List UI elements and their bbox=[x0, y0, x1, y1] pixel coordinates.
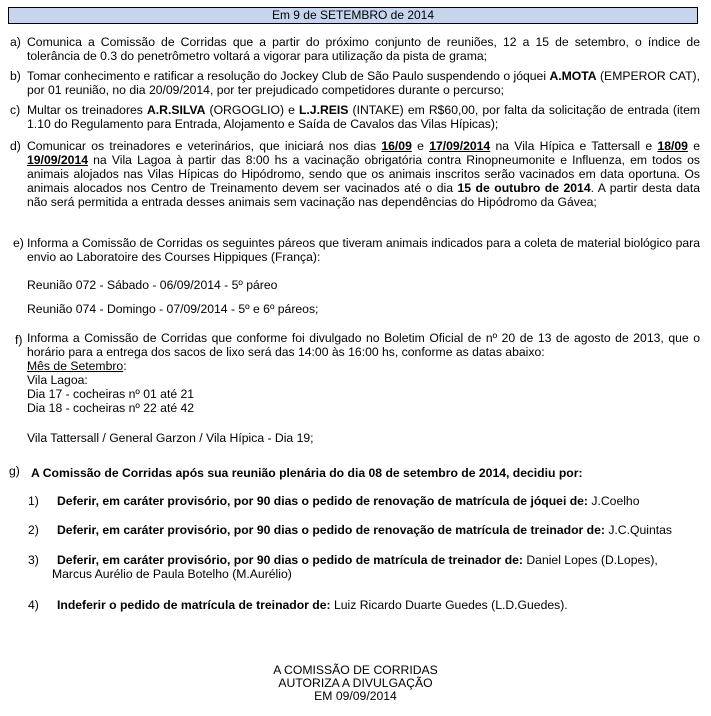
footer-line: A COMISSÃO DE CORRIDAS bbox=[273, 663, 438, 677]
item-c bbox=[10, 103, 700, 131]
item-b bbox=[10, 69, 700, 97]
item-text: Multar os treinadores A.R.SILVA (ORGOGLIO) e L.J.REIS (INTAKE) em R$60,00, por falta da solicitação de entrada (item 1.10 do Regulamento para Entrada, Alojamento e Saída de Cavalos das Vilas Hípicas); bbox=[27, 103, 700, 131]
date-highlight: 17/09/2014 bbox=[429, 139, 491, 153]
item-text: Informa a Comissão de Corridas os seguintes páreos que tiveram animais indicados para a coleta de material biológico para envio ao Laboratoire des Courses Hippiques (França): bbox=[27, 236, 700, 264]
footer-line: AUTORIZA A DIVULGAÇÃO bbox=[278, 676, 433, 690]
schedule-line: Vila Tattersall / General Garzon / Vila Hípica - Dia 19; bbox=[27, 431, 314, 445]
authorization-footer bbox=[0, 664, 711, 703]
deadline-date: 15 de outubro de 2014 bbox=[457, 181, 591, 195]
item-text: Informa a Comissão de Corridas que conforme foi divulgado no Boletim Oficial de nº 20 de 13 de agosto de 2013, que o horário para a entrega dos sacos de lixo será das 14:00 às 16:00 hs, conforme as datas abaixo: bbox=[27, 331, 700, 359]
trainer-name: L.J.REIS bbox=[298, 103, 349, 117]
item-text: Tomar conhecimento e ratificar a resolução do Jockey Club de São Paulo suspendendo o jóquei A.MOTA (EMPEROR CAT), por 01 reunião, no dia 20/09/2014, por ter prejudicado competidores durante o percurso; bbox=[27, 69, 700, 97]
date-highlight: 18/09 bbox=[657, 139, 688, 153]
item-f bbox=[10, 331, 700, 359]
decision-intro: A Comissão de Corridas após sua reunião plenária do dia 08 de setembro de 2014, decidiu por: bbox=[31, 466, 583, 480]
item-text: Comunicar os treinadores e veterinários, que iniciará nos dias 16/09 e 17/09/2014 na Vila Hípica e Tattersall e 18/09 e 19/09/2014 na Vila Lagoa à partir das 8:00 hs a vacinação obrigatória contra Rinopneumonite e Influenza, em todos os animais alojados nas Vilas Hípicas do Hipódromo, sendo que os animais inscritos serão vacinados em data oportuna. Os animais alocados nos Centro de Treinamento devem ser vacinados até o dia 15 de outubro de 2014. A partir desta data não será permitida a entrada desses animais sem vacinação nas dependências do Hipódromo da Gávea; bbox=[27, 139, 701, 209]
item-marker: c) bbox=[10, 103, 21, 117]
item-marker: g) bbox=[9, 464, 20, 478]
jockey-name: A.MOTA bbox=[549, 69, 597, 83]
month-label: Mês de Setembro: bbox=[27, 359, 127, 373]
item-marker: a) bbox=[10, 35, 21, 49]
item-text: Comunica a Comissão de Corridas que a partir do próximo conjunto de reuniões, 12 a 15 de setembro, o índice de tolerância de 0.3 do penetrômetro voltará a vigorar para utilização da pista de grama; bbox=[27, 35, 700, 63]
race-line: Reunião 072 - Sábado - 06/09/2014 - 5º páreo bbox=[27, 278, 278, 292]
trainer-name: A.R.SILVA bbox=[146, 103, 206, 117]
date-highlight: 19/09/2014 bbox=[27, 153, 88, 167]
item-d bbox=[10, 139, 700, 209]
date-header: Em 9 de SETEMBRO de 2014 bbox=[8, 7, 698, 24]
schedule-line: Vila Lagoa: bbox=[27, 373, 88, 387]
item-marker: e) bbox=[13, 236, 24, 250]
footer-line: EM 09/09/2014 bbox=[314, 689, 397, 703]
item-e bbox=[10, 236, 700, 264]
item-marker: f) bbox=[15, 333, 23, 347]
schedule-line: Dia 18 - cocheiras nº 22 até 42 bbox=[27, 401, 195, 415]
item-a bbox=[10, 35, 700, 63]
schedule-line: Dia 17 - cocheiras nº 01 até 21 bbox=[27, 387, 195, 401]
date-highlight: 16/09 bbox=[381, 139, 412, 153]
race-line: Reunião 074 - Domingo - 07/09/2014 - 5º e 6º páreos; bbox=[27, 302, 319, 316]
item-marker: b) bbox=[10, 69, 21, 83]
item-marker: d) bbox=[10, 139, 21, 153]
